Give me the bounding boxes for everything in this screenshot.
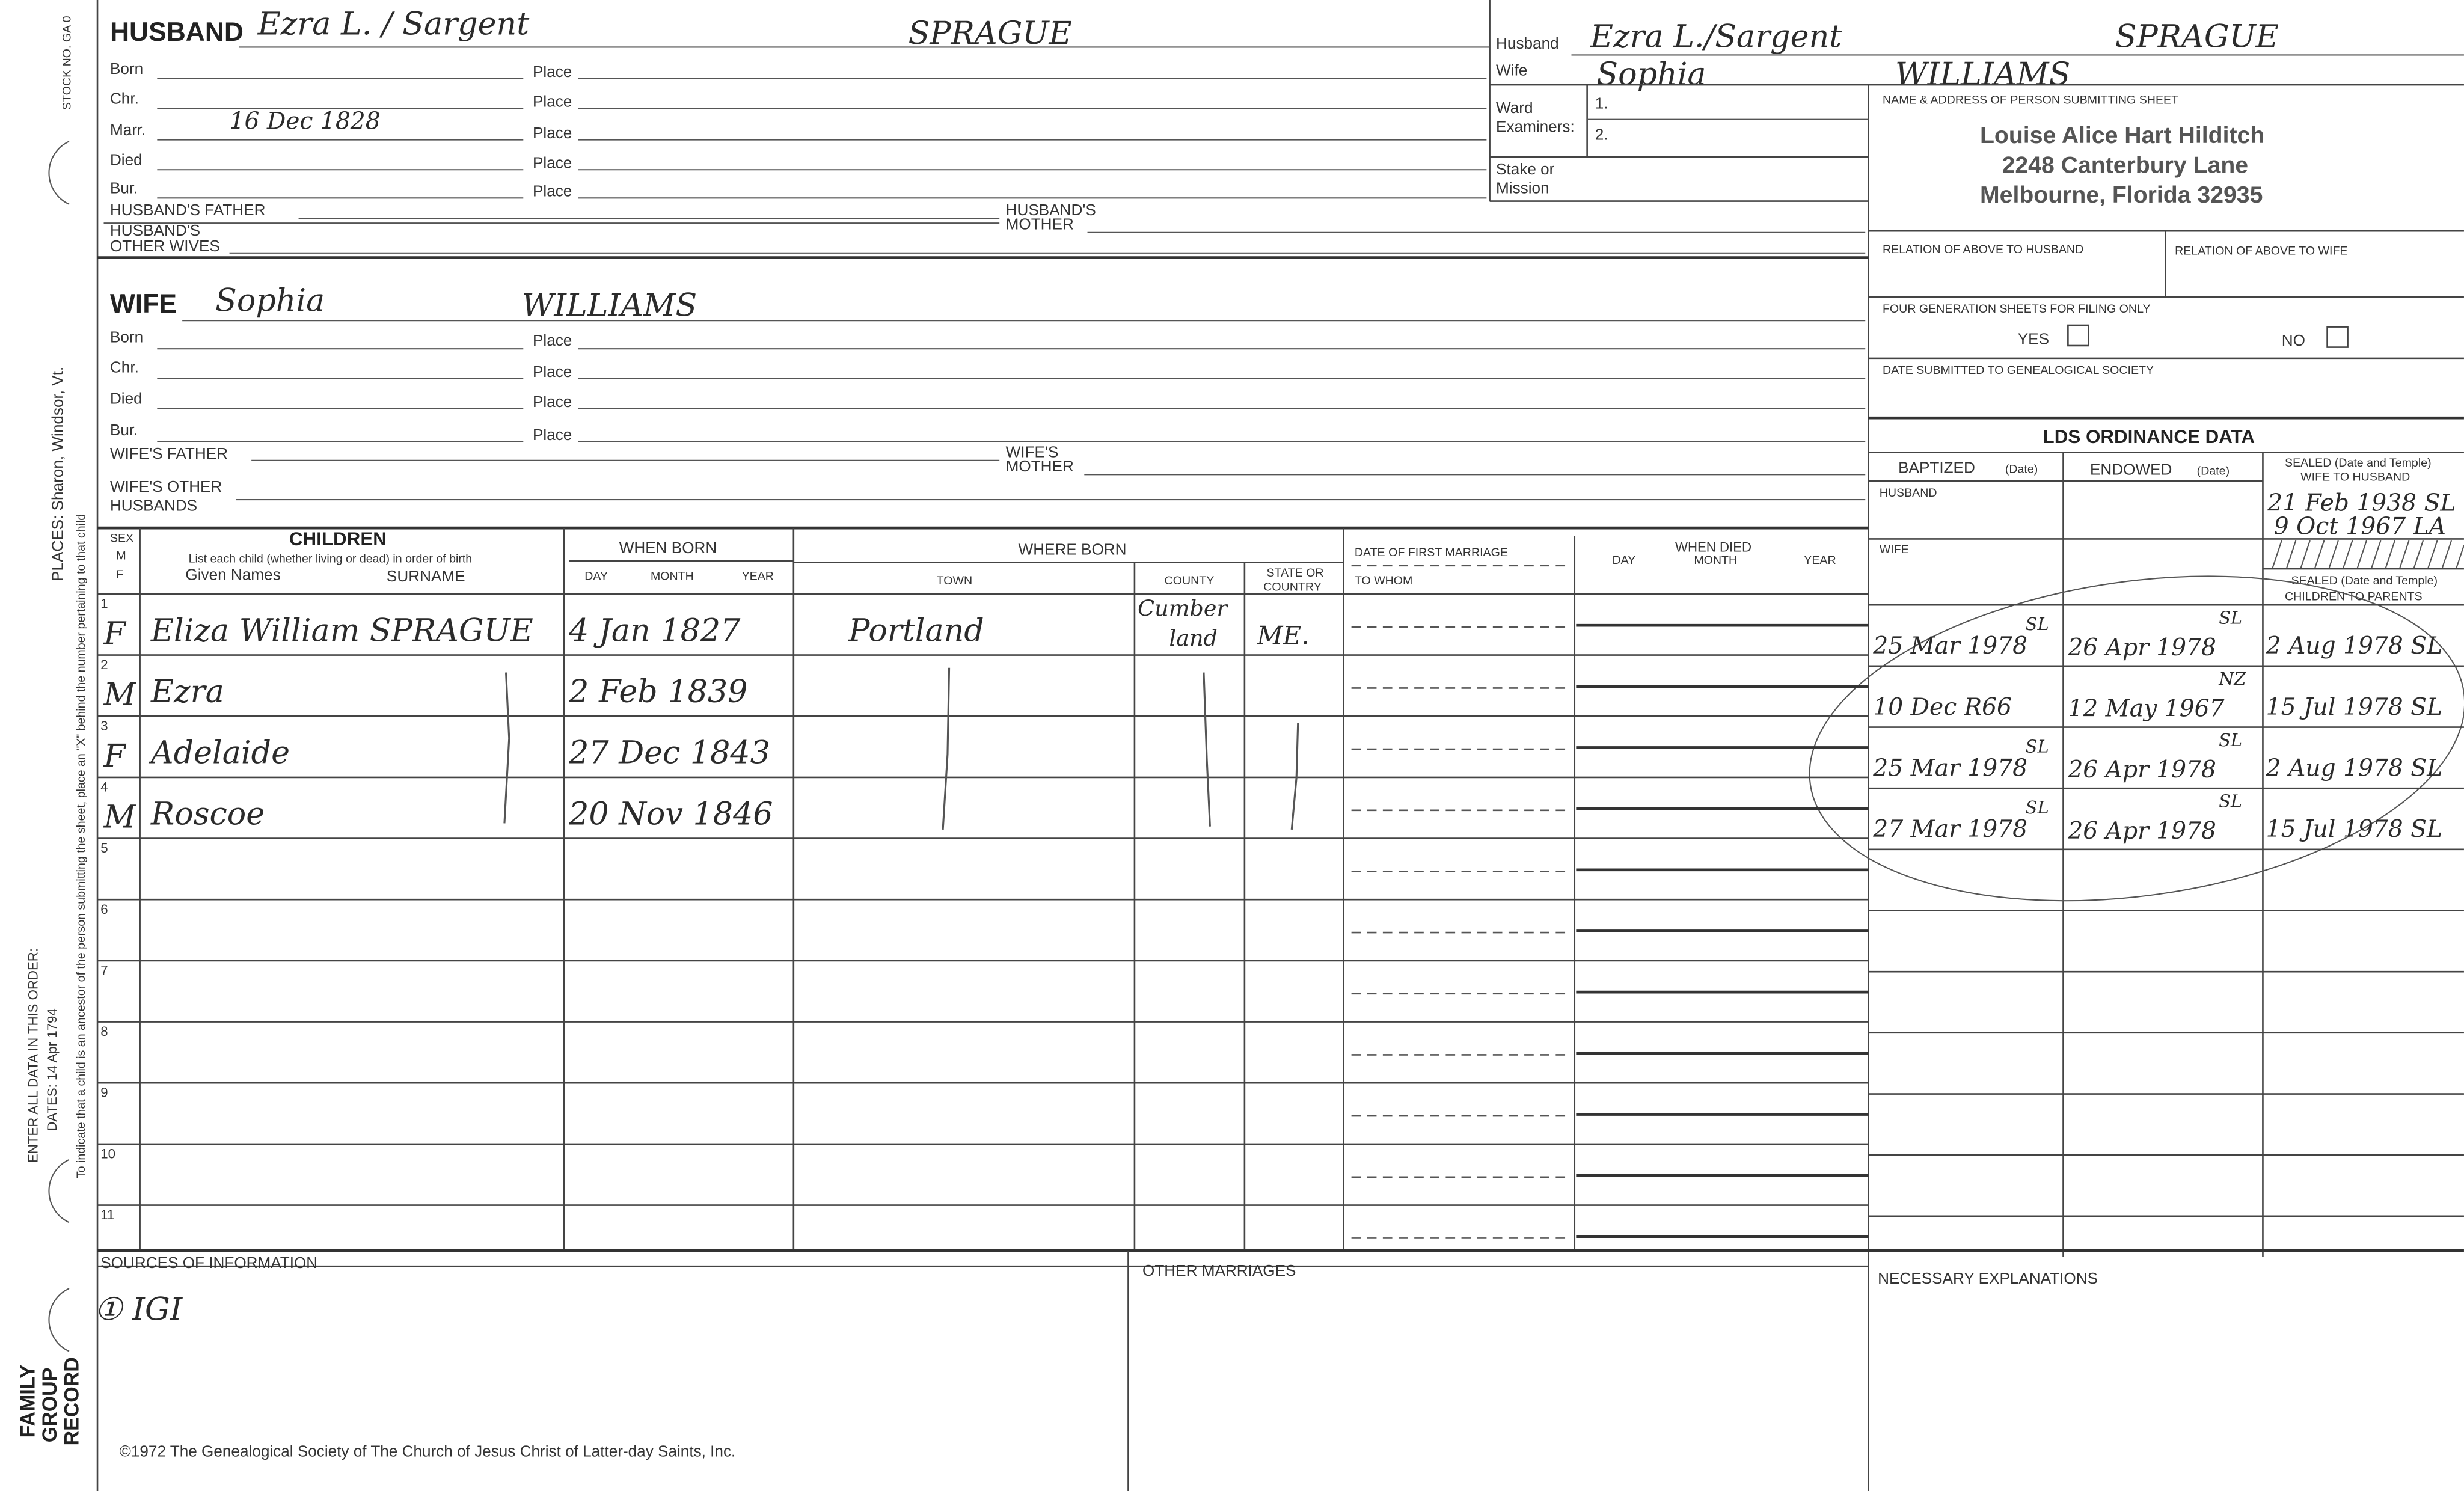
child-number: 8 <box>100 1024 108 1039</box>
examiner-1: 1. <box>1595 94 1608 112</box>
wife-died-place-label: Place <box>532 392 572 411</box>
child-row <box>97 1024 1868 1083</box>
child-sealed-date: 2 Aug 1978 SL <box>2266 632 2443 660</box>
child-row <box>97 840 1868 899</box>
wifes-mother-label-2: MOTHER <box>1005 457 1074 476</box>
child-number: 7 <box>100 963 108 978</box>
wife-chr-label: Chr. <box>109 358 139 376</box>
when-died-header: WHEN DIED <box>1675 539 1752 555</box>
child-baptized-date: 27 Mar 1978 <box>1873 816 2028 843</box>
binder-holes <box>49 141 69 1351</box>
husband-marr-label: Marr. <box>109 120 146 139</box>
child-name: Ezra <box>150 673 224 710</box>
child-row <box>97 1207 1868 1266</box>
child-name: Roscoe <box>150 795 265 833</box>
child-number: 1 <box>100 596 108 611</box>
submitter-city: Melbourne, Florida 32935 <box>1980 182 2263 209</box>
stock-number: STOCK NO. GA 0 <box>60 16 74 110</box>
child-birth-county-2: land <box>1169 625 1218 652</box>
ancestor-instruction: To indicate that a child is an ancestor of the person submitting the sheet, place an "X" behind the number pertaining to that child <box>75 513 88 1179</box>
baptized-header: BAPTIZED <box>1898 458 1975 477</box>
child-sealed-date: 2 Aug 1978 SL <box>2266 755 2443 782</box>
lds-row <box>1872 608 2442 661</box>
other-marriages-label: OTHER MARRIAGES <box>1142 1261 1296 1280</box>
child-row <box>97 1146 1868 1205</box>
sealed-wife-header: SEALED (Date and Temple) <box>2285 456 2432 470</box>
child-baptized-date: 25 Mar 1978 <box>1873 632 2028 660</box>
husband-chr-label: Chr. <box>109 89 139 108</box>
husband-chr-place-label: Place <box>532 92 572 111</box>
wife-section <box>110 282 1865 514</box>
husband-label: HUSBAND <box>109 17 244 47</box>
husbands-mother-label-2: MOTHER <box>1005 215 1074 233</box>
child-number: 9 <box>100 1085 108 1100</box>
wife-bur-label: Bur. <box>109 420 138 439</box>
husband-born-label: Born <box>109 59 144 78</box>
no-checkbox[interactable] <box>2328 327 2348 347</box>
husbands-father-label: HUSBAND'S FATHER <box>109 201 266 219</box>
child-sex: M <box>103 798 136 836</box>
child-number: 2 <box>100 657 108 673</box>
yes-checkbox[interactable] <box>2068 325 2088 346</box>
lds-rows <box>1868 605 2464 1216</box>
lds-row <box>1872 730 2442 783</box>
children-header <box>97 528 1868 594</box>
when-born-header: WHEN BORN <box>619 538 717 557</box>
wife-chr-place-label: Place <box>532 363 572 381</box>
child-number: 3 <box>100 718 108 733</box>
submitter-label: NAME & ADDRESS OF PERSON SUBMITTING SHEET <box>1882 93 2179 107</box>
wifes-father-label: WIFE'S FATHER <box>109 444 228 463</box>
husband-given-names: Ezra L. / Sargent <box>257 5 530 43</box>
panel-wife-given: Sophia <box>1596 56 1706 93</box>
sources-label: SOURCES OF INFORMATION <box>100 1254 318 1272</box>
panel-wife-surname: WILLIAMS <box>1895 56 2071 93</box>
wife-born-place-label: Place <box>532 331 572 349</box>
stake-label: Stake or <box>1496 160 1555 179</box>
husband-marr-place-label: Place <box>532 123 572 142</box>
child-number: 5 <box>100 840 108 856</box>
child-row <box>97 902 1868 961</box>
examiner-2: 2. <box>1595 125 1608 144</box>
baptized-temple: SL <box>2025 614 2049 635</box>
child-number: 6 <box>100 901 108 917</box>
child-row <box>97 657 1868 716</box>
child-birth-state: ME. <box>1257 620 1310 651</box>
child-row <box>97 718 1868 777</box>
endowed-date-note: (Date) <box>2196 464 2230 478</box>
county-header: COUNTY <box>1164 574 1215 588</box>
child-birth-date: 2 Feb 1839 <box>569 673 748 710</box>
sources-value: ① IGI <box>94 1291 183 1328</box>
where-born-header: WHERE BORN <box>1018 540 1127 559</box>
husband-events <box>110 60 1486 200</box>
submitter-street: 2248 Canterbury Lane <box>2002 152 2249 179</box>
child-birth-county: Cumber <box>1138 595 1227 622</box>
given-names-header: Given Names <box>185 565 281 584</box>
child-number: 4 <box>100 779 108 795</box>
child-birth-date: 27 Dec 1843 <box>569 734 770 771</box>
child-row <box>97 779 1868 838</box>
husbands-mother-label: HUSBAND'S <box>1005 201 1096 219</box>
child-birth-date: 20 Nov 1846 <box>569 795 773 833</box>
examiners-label: Examiners: <box>1496 117 1575 136</box>
born-year-header: YEAR <box>741 569 774 583</box>
sex-header-m: M <box>116 549 126 563</box>
four-generation-label: FOUR GENERATION SHEETS FOR FILING ONLY <box>1882 302 2151 316</box>
died-month-header: MONTH <box>1694 554 1738 568</box>
sex-header-f: F <box>116 568 124 581</box>
mission-label: Mission <box>1496 179 1549 197</box>
sealed-spouse-2: 9 Oct 1967 LA <box>2273 513 2446 540</box>
baptized-temple: SL <box>2025 736 2049 757</box>
children-title: CHILDREN <box>289 528 387 550</box>
relation-to-husband-label: RELATION OF ABOVE TO HUSBAND <box>1882 242 2084 256</box>
wife-born-label: Born <box>109 328 144 346</box>
child-sex: F <box>103 615 126 652</box>
husband-died-label: Died <box>109 150 143 169</box>
places-note: PLACES: Sharon, Windsor, Vt. <box>48 366 67 581</box>
husband-born-place-label: Place <box>532 63 572 81</box>
child-number: 11 <box>100 1207 115 1223</box>
husband-bur-label: Bur. <box>109 179 138 197</box>
child-sealed-date: 15 Jul 1978 SL <box>2266 693 2442 721</box>
ward-label: Ward <box>1496 99 1533 117</box>
dates-note: DATES: 14 Apr 1794 <box>44 1008 60 1131</box>
child-name: Eliza William SPRAGUE <box>150 612 533 649</box>
endowed-temple: SL <box>2219 729 2243 750</box>
no-label: NO <box>2281 331 2305 349</box>
husband-died-place-label: Place <box>532 153 572 172</box>
wifes-other-husbands-label-2: HUSBANDS <box>109 496 198 515</box>
child-endowed-date: 26 Apr 1978 <box>2068 817 2216 845</box>
lds-title: LDS ORDINANCE DATA <box>2043 426 2255 448</box>
lds-wife-label: WIFE <box>1879 542 1909 556</box>
sealed-children-header-2: CHILDREN TO PARENTS <box>2285 590 2423 604</box>
state-header: STATE OR <box>1266 566 1324 580</box>
relation-to-wife-label: RELATION OF ABOVE TO WIFE <box>2175 244 2348 258</box>
form-title-group: GROUP <box>38 1367 62 1443</box>
date-submitted-label: DATE SUBMITTED TO GENEALOGICAL SOCIETY <box>1882 364 2154 378</box>
bottom-section <box>94 1251 2464 1491</box>
panel-husband-given: Ezra L./Sargent <box>1590 18 1842 55</box>
sealed-spouse-1: 21 Feb 1938 SL <box>2267 489 2456 517</box>
form-title-record: RECORD <box>60 1357 84 1446</box>
panel-husband-surname: SPRAGUE <box>2115 18 2279 55</box>
child-sex: M <box>103 676 136 714</box>
surname-header: SURNAME <box>386 566 465 585</box>
necessary-explanations-label: NECESSARY EXPLANATIONS <box>1878 1269 2098 1288</box>
wife-label: WIFE <box>109 289 177 319</box>
children-rows <box>97 595 1868 1266</box>
yes-label: YES <box>2017 329 2050 348</box>
submitter-name: Louise Alice Hart Hilditch <box>1980 122 2265 148</box>
lds-row <box>1873 669 2442 722</box>
copyright-notice: ©1972 The Genealogical Society of The Church of Jesus Christ of Latter-day Saints, Inc. <box>119 1442 736 1460</box>
wifes-mother-label: WIFE'S <box>1005 442 1059 461</box>
child-number: 10 <box>100 1146 115 1162</box>
child-row <box>97 1085 1868 1144</box>
wifes-other-husbands-label: WIFE'S OTHER <box>109 477 222 496</box>
husband-bur-place-label: Place <box>532 182 572 200</box>
child-endowed-date: 26 Apr 1978 <box>2068 756 2216 784</box>
died-year-header: YEAR <box>1804 554 1836 568</box>
wife-given-names: Sophia <box>215 282 325 319</box>
child-endowed-date: 26 Apr 1978 <box>2068 634 2216 661</box>
born-month-header: MONTH <box>650 569 694 583</box>
enter-data-note: ENTER ALL DATA IN THIS ORDER: <box>25 948 41 1163</box>
child-name: Adelaide <box>150 734 290 771</box>
to-whom-header: TO WHOM <box>1354 574 1413 588</box>
child-baptized-date: 10 Dec R66 <box>1873 693 2012 721</box>
state-header-2: COUNTRY <box>1263 580 1322 594</box>
endowed-temple: SL <box>2219 791 2243 812</box>
panel-wife-label: Wife <box>1496 61 1528 79</box>
lds-husband-label: HUSBAND <box>1879 486 1937 500</box>
couple-summary-panel <box>1490 18 2464 418</box>
died-day-header: DAY <box>1612 554 1636 568</box>
child-sex: F <box>103 737 126 774</box>
baptized-temple: SL <box>2025 797 2049 818</box>
first-marriage-header: DATE OF FIRST MARRIAGE <box>1354 546 1508 560</box>
sealed-wife-hatch <box>2272 540 2464 569</box>
endowed-temple: SL <box>2219 607 2243 628</box>
child-sealed-date: 15 Jul 1978 SL <box>2266 816 2442 843</box>
child-baptized-date: 25 Mar 1978 <box>1873 755 2028 782</box>
child-row <box>97 963 1868 1021</box>
children-instruction: List each child (whether living or dead) in order of birth <box>188 552 473 566</box>
endowed-header: ENDOWED <box>2089 460 2172 479</box>
sex-header: SEX <box>109 531 134 545</box>
husbands-other-wives-label-2: OTHER WIVES <box>109 237 220 256</box>
wife-died-label: Died <box>109 389 143 408</box>
wife-surname: WILLIAMS <box>521 287 697 324</box>
child-row <box>97 595 1868 655</box>
endowed-temple: NZ <box>2219 669 2246 690</box>
baptized-date-note: (Date) <box>2005 462 2038 476</box>
wife-bur-place-label: Place <box>532 425 572 444</box>
child-endowed-date: 12 May 1967 <box>2068 695 2225 723</box>
sealed-children-header: SEALED (Date and Temple) <box>2291 574 2438 588</box>
panel-husband-label: Husband <box>1496 34 1559 53</box>
husband-marriage-date: 16 Dec 1828 <box>229 108 381 135</box>
form-title-family: FAMILY <box>16 1364 40 1438</box>
sealed-wife-header-2: WIFE TO HUSBAND <box>2300 470 2410 484</box>
husbands-other-wives-label: HUSBAND'S <box>109 221 201 240</box>
child-birth-town: Portland <box>848 612 984 649</box>
husband-surname: SPRAGUE <box>908 15 1072 52</box>
lds-row <box>1872 791 2442 845</box>
town-header: TOWN <box>936 574 973 588</box>
born-day-header: DAY <box>584 569 608 583</box>
child-birth-date: 4 Jan 1827 <box>569 612 741 649</box>
